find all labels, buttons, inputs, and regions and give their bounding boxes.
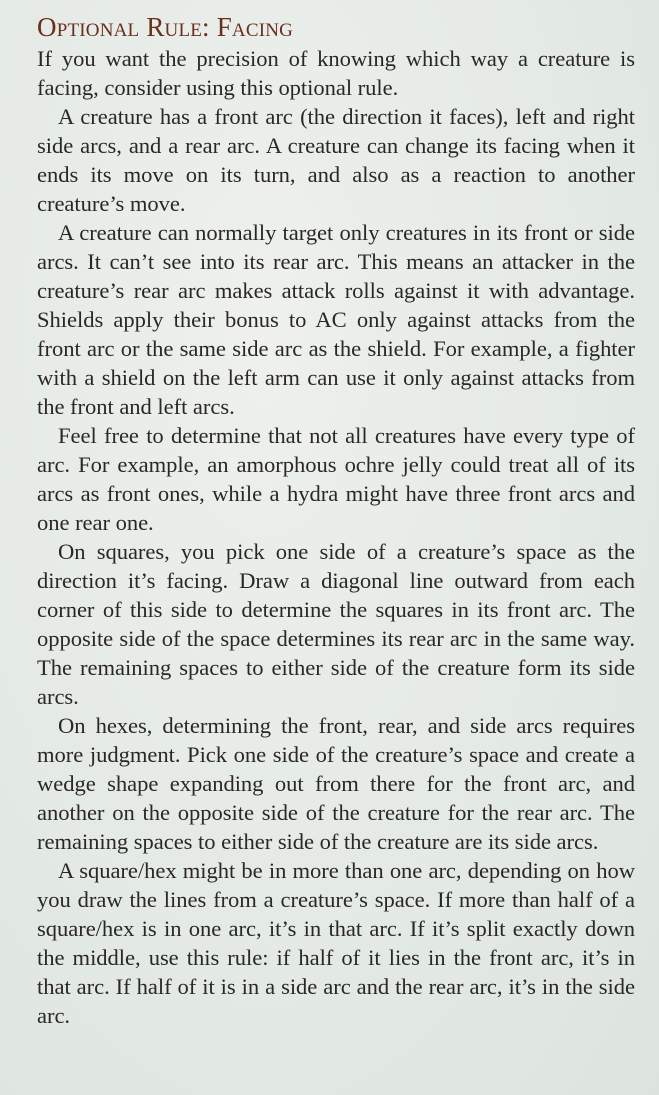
paragraph-intro: If you want the precision of knowing which way a creature is facing, consider using this optional rule. — [37, 46, 635, 100]
paragraph-arc-types: Feel free to determine that not all creatures have every type of arc. For example, an amorphous ochre jelly could treat all of its arcs as front ones, while a hydra might have three front arcs and one rear one. — [37, 423, 635, 535]
sidebar-title: Optional Rule: Facing — [37, 12, 294, 42]
paragraph-arcs: A creature has a front arc (the direction it faces), left and right side arcs, and a rear arc. A creature can change its facing when it ends its move on its turn, and also as a reaction to another creature’s move. — [37, 104, 635, 216]
paragraph-squares: On squares, you pick one side of a creature’s space as the direction it’s facing. Draw a diagonal line outward from each corner of this side to determine the squares in its front arc. The opposite side of the space determines its rear arc in the same way. The remaining spaces to either side of the creature form its side arcs. — [37, 539, 635, 709]
paragraph-hexes: On hexes, determining the front, rear, and side arcs requires more judgment. Pick one side of the creature’s space and create a wedge shape expanding out from there for the front arc, and another on the opposite side of the creature for the rear arc. The remaining spaces to either side of the creature are its side arcs. — [37, 713, 635, 854]
paragraph-split-arcs: A square/hex might be in more than one arc, depending on how you draw the lines from a creature’s space. If more than half of a square/hex is in one arc, it’s in that arc. If it’s split exactly down the middle, use this rule: if half of it lies in the front arc, it’s in that arc. If half of it is in a side arc and the rear arc, it’s in the side arc. — [37, 858, 635, 1028]
paragraph-targeting: A creature can normally target only creatures in its front or side arcs. It can’t see into its rear arc. This means an attacker in the creature’s rear arc makes attack rolls against it with advantage. Shields apply their bonus to AC only against attacks from the front arc or the same side arc as the shield. For example, a fighter with a shield on the left arm can use it only against attacks from the front and left arcs. — [37, 220, 635, 419]
